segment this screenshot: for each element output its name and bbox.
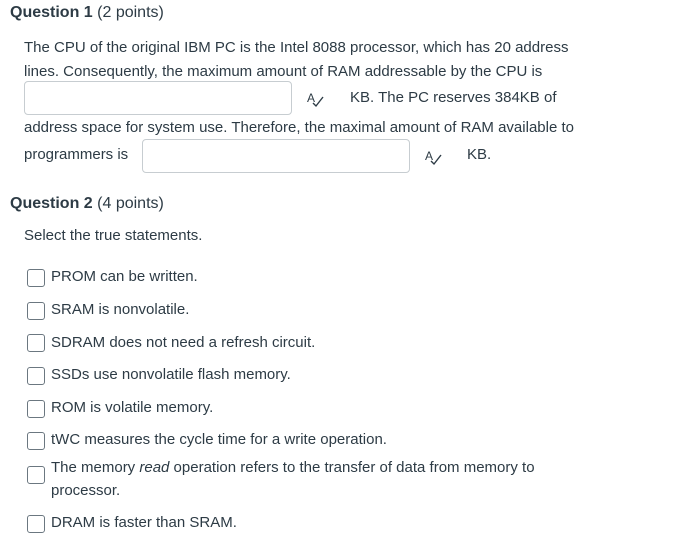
checkbox-option-3[interactable] — [27, 334, 45, 352]
option-8-label[interactable]: DRAM is faster than SRAM. — [51, 514, 237, 531]
question-1-header — [10, 4, 164, 22]
question-1-text-before-blank-2: programmers is — [24, 146, 129, 163]
checkbox-option-5[interactable] — [27, 400, 45, 418]
checkbox-option-1[interactable] — [27, 269, 45, 287]
option-5-label[interactable]: ROM is volatile memory. — [51, 399, 214, 416]
question-2-prompt: Select the true statements. — [24, 227, 203, 244]
option-3-label[interactable]: SDRAM does not need a refresh circuit. — [51, 334, 316, 351]
spellcheck-icon[interactable] — [423, 147, 443, 167]
question-1-text-after-blank-1: KB. The PC reserves 384KB of — [350, 89, 557, 106]
answer-field-1[interactable] — [24, 81, 292, 115]
question-1-title: Question 1 — [10, 4, 93, 21]
question-2-header — [10, 195, 164, 213]
option-1-label[interactable]: PROM can be written. — [51, 268, 198, 285]
checkbox-option-7[interactable] — [27, 466, 45, 484]
option-6-label[interactable]: tWC measures the cycle time for a write operation. — [51, 431, 387, 448]
option-4-label[interactable]: SSDs use nonvolatile flash memory. — [51, 366, 291, 383]
option-7-text-after: operation refers to the transfer of data from memory to — [169, 459, 535, 476]
option-7-label-line-2[interactable]: processor. — [51, 482, 121, 499]
svg-text:A: A — [425, 149, 434, 163]
checkbox-option-6[interactable] — [27, 432, 45, 450]
question-1-text-line-2: lines. Consequently, the maximum amount of RAM addressable by the CPU is — [24, 63, 543, 80]
checkbox-option-8[interactable] — [27, 515, 45, 533]
question-1-text-after-blank-2: KB. — [467, 146, 492, 163]
option-7-text-before: The memory — [51, 459, 140, 476]
question-2-points: (4 points) — [97, 195, 164, 212]
spellcheck-icon[interactable] — [305, 89, 325, 109]
question-1-points: (2 points) — [97, 4, 164, 21]
option-7-label[interactable] — [51, 458, 535, 478]
option-2-label[interactable]: SRAM is nonvolatile. — [51, 301, 190, 318]
question-2-title: Question 2 — [10, 195, 93, 212]
question-1-text-line-1: The CPU of the original IBM PC is the Intel 8088 processor, which has 20 address — [24, 39, 569, 56]
checkbox-option-4[interactable] — [27, 367, 45, 385]
answer-field-2[interactable] — [142, 139, 410, 173]
svg-text:A: A — [307, 91, 316, 105]
option-7-text-emphasis: read — [139, 459, 170, 476]
checkbox-option-2[interactable] — [27, 302, 45, 320]
question-1-text-line-3: address space for system use. Therefore, the maximal amount of RAM available to — [24, 119, 574, 136]
